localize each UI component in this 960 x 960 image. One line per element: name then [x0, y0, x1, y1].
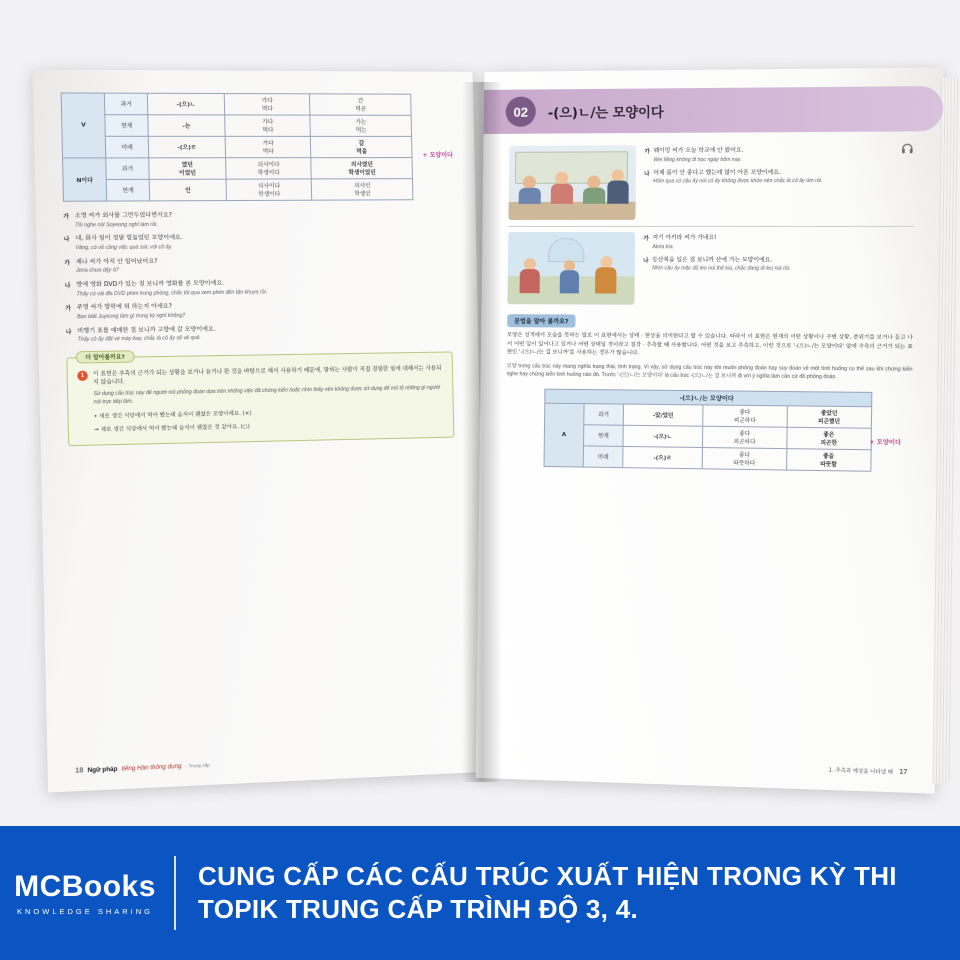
- dialogue-translation: Nhìn cậu ấy mặc đồ leo núi thế kia, chắc đang đi leo núi rồi.: [652, 265, 791, 273]
- dialogue-translation: Jena chưa dậy à?: [75, 267, 119, 275]
- street-illustration: [507, 232, 635, 305]
- form-cell: 가는 먹는: [310, 115, 411, 136]
- headphone-icon: [899, 142, 915, 157]
- ending-cell: 인: [149, 179, 226, 201]
- left-conjugation-table-wrapper: [61, 92, 453, 201]
- table-row: [63, 158, 413, 180]
- stem-cell: 의사이다 학생이다: [226, 179, 312, 201]
- dialogue-korean: 등산복을 입은 걸 보니까 산에 가는 모양이에요.: [652, 257, 773, 264]
- speaker-mark: 가: [643, 236, 649, 243]
- classroom-illustration: [508, 145, 636, 220]
- form-cell: 의사인 학생인: [312, 179, 413, 201]
- dialogue-korean: 소영 씨가 회사를 그만두었다면서요?: [74, 212, 173, 220]
- tip-box-header: 더 알아볼까요?: [76, 350, 135, 363]
- dialogue-line: [643, 256, 914, 265]
- left-page-footer: [75, 761, 210, 774]
- dialogue-line: [644, 168, 915, 178]
- ending-cell: -(으)ㄹ: [623, 447, 703, 469]
- tip-box: [66, 351, 454, 445]
- table-row: [61, 93, 411, 115]
- page-number-left: 18: [75, 767, 84, 775]
- tense-cell: 현재: [105, 115, 148, 137]
- left-conjugation-table: [61, 92, 414, 201]
- fountain-shape: [548, 238, 585, 262]
- dialogue-translation: Thấy có vài đĩa DVD phim trong phòng, chắc tôi qua xem phim đến tận khuya rồi.: [76, 288, 268, 298]
- book-right-page: [476, 67, 944, 793]
- group-cell-nida: N이다: [63, 158, 107, 201]
- ending-cell: -(으)ㄴ: [147, 93, 224, 115]
- right-conjugation-table: [544, 403, 873, 472]
- footer-title: Ngữ pháp: [87, 766, 118, 775]
- student-body: [551, 184, 573, 204]
- group-cell-a: A: [544, 403, 584, 467]
- form-cell: 간 먹은: [310, 94, 411, 115]
- stem-cell: 가다 먹다: [224, 94, 310, 116]
- promo-text: [198, 860, 897, 927]
- logo-tagline: KNOWLEDGE SHARING: [16, 907, 153, 916]
- tip-example-1: • 새로 생긴 식당에서 먹어 봤는데 음식이 괜찮은 모양이에요. (×): [93, 410, 252, 420]
- dialogue-korean: 방에 영화 DVD가 있는 걸 보니까 영화를 본 모양이에요.: [76, 280, 225, 289]
- tense-cell: 현재: [106, 179, 149, 201]
- grammar-header: 문법을 알아 볼까요?: [507, 314, 575, 327]
- speaker-mark: 나: [63, 237, 70, 244]
- unit-number: 02: [506, 97, 536, 127]
- table-row: [62, 136, 412, 158]
- footer-title-em: tiếng Hàn thông dụng: [121, 763, 182, 773]
- dialogue-2-lines: [642, 232, 914, 306]
- tip-number: 1: [77, 371, 88, 381]
- dialogue-korean: 어제 몸이 안 좋다고 했는데 많이 아픈 모양이에요.: [653, 169, 781, 177]
- tense-cell: 미래: [105, 136, 148, 158]
- person-body: [560, 270, 579, 293]
- promo-band: [0, 826, 960, 960]
- speaker-mark: 나: [65, 329, 72, 336]
- right-table-side-label: + 모양이다: [869, 439, 902, 447]
- dialogue-korean: 저기 아키라 씨가 가네요!: [652, 235, 717, 242]
- dialogue-korean: 제나 씨가 아직 안 일어났어요?: [75, 258, 158, 266]
- form-cell: 갈 먹을: [311, 136, 412, 157]
- table-row: [544, 446, 871, 472]
- dialogue-translation: Thấy cô ấy đặt vé máy bay, chắc là cô ấy sẽ về quê.: [77, 335, 202, 344]
- grammar-korean: 모양은 성격에서 모습을 뜻하는 말로 이 표현에서는 상태 · 현상을 의미한다고 할 수 있습니다. 따라서 이 표현은 현재의 어떤 상황이나 주변 상황, 분위기를 보거나 듣고 나서 어떤 일이 일어나고 있거나 어떤 상태일 것이라고 짐작 · 추측할 때 사용합니다. 어떤 것을 보고 추측하고, 이런 것으로 '-(으)ㄴ/는 모양이다' 앞에 주측의 근거가 되는 표현인 '-(으)ㄴ/는 걸 보니까'를 사용하는 경우가 많습니다.: [506, 332, 913, 357]
- speaker-mark: 가: [65, 306, 72, 313]
- open-book: [42, 72, 922, 812]
- footer-chapter-text: 1. 추측과 예상을 나타낼 때: [828, 767, 893, 776]
- table-row: [62, 115, 412, 137]
- speaker-mark: 가: [64, 260, 71, 267]
- stem-cell: 의사이다 학생이다: [225, 158, 311, 180]
- ending-cell: -(으)ㄹ: [148, 136, 225, 158]
- vertical-divider: [174, 856, 176, 930]
- form-cell: 좋은 피곤한: [786, 428, 871, 451]
- stem-cell: 가다 먹다: [225, 136, 311, 157]
- grammar-section: [507, 310, 914, 382]
- tip-translation: Sử dụng cấu trúc này để người nói phỏng đoán dựa trên những việc đã chứng kiến hoặc nhìn thấy nên không được sử dụng để mô tả những gì người nói trực tiếp làm.: [93, 384, 441, 406]
- dialogue-korean: 비행기 표를 예매한 걸 보니까 고향에 갈 모양이에요.: [77, 326, 216, 335]
- stem-cell: 가다 먹다: [224, 115, 310, 136]
- group-cell-v: V: [61, 93, 106, 158]
- form-cell: 좋았던 피곤했던: [787, 406, 872, 428]
- promo-line-1: CUNG CẤP CÁC CẤU TRÚC XUẤT HIỆN TRONG KỲ THI: [198, 860, 897, 891]
- grammar-translation: 모양 trong cấu trúc này mang nghĩa trạng thái, tình trạng. Vì vậy, sử dụng cấu trúc này khi muốn phỏng đoán hay suy đoán về một tình huống cụ thể sau khi chứng kiến nghe hay chứng kiến tình huống nào đó. Trước '-(으)ㄴ/는 모양이다' là cấu trúc -(으)ㄴ/는 걸 보니까 đi với ý nghĩa làm căn cứ đồ phỏng đoán.: [506, 362, 913, 381]
- dialogue-korean: 주영 씨가 방학에 뭐 하는지 아세요?: [76, 303, 172, 312]
- tense-cell: 과거: [104, 93, 147, 115]
- speaker-mark: 나: [644, 171, 650, 178]
- form-cell: 좋을 따뜻할: [786, 449, 871, 472]
- ending-cell: -는: [148, 115, 225, 137]
- footer-sub: - Trung cấp: [185, 762, 210, 769]
- student-body: [583, 188, 605, 204]
- ending-cell: -았/었던: [623, 404, 703, 426]
- person-body: [520, 269, 540, 293]
- left-dialogue-list: [63, 210, 452, 345]
- right-page-footer: [829, 766, 908, 776]
- dialogue-korean: 네, 회사 일이 정말 힘들었던 모양이에요.: [75, 235, 183, 243]
- speaker-mark: 가: [63, 214, 70, 221]
- tense-cell: 과거: [106, 158, 149, 180]
- hiker-body: [595, 267, 617, 293]
- stem-cell: 좋다 피곤하다: [703, 405, 787, 427]
- tip-korean: 이 표현은 추측의 근거가 되는 상황을 보거나 듣거나 한 것을 바탕으로 해서 사용하기 때문에, 말하는 사람이 직접 경험한 일에 대해서는 사용되지 않습니다.: [92, 365, 442, 387]
- divider: [508, 226, 914, 227]
- dialogue-1-lines: [644, 144, 916, 220]
- right-conjugation-table-wrapper: [505, 389, 912, 473]
- stem-cell: 좋다 피곤하다: [703, 426, 787, 448]
- table-row: [63, 179, 413, 202]
- tense-cell: 현재: [584, 425, 624, 447]
- book-left-page: [33, 70, 489, 793]
- dialogue-translation: Bạn biết Juyeong làm gì trong kỳ nghỉ không?: [76, 312, 186, 321]
- dialogue-translation: Akira kìa.: [652, 243, 675, 250]
- mcbooks-logo: [0, 870, 170, 916]
- page-number-right: 17: [899, 768, 908, 777]
- dialogue-block-1: [508, 144, 915, 220]
- promo-line-2: TOPIK TRUNG CẤP TRÌNH ĐỘ 3, 4.: [198, 894, 638, 924]
- ending-cell: 였던 이었던: [149, 158, 226, 180]
- left-table-side-label: + 모양이다: [422, 151, 453, 160]
- dialogue-korean: 웨이밍 씨가 오늘 학교에 안 왔어요.: [653, 147, 744, 155]
- dialogue-translation: Vâng, có vẻ công việc quá sức với cô ấy.: [75, 244, 173, 252]
- speaker-mark: 나: [642, 258, 649, 265]
- desk-shape: [508, 202, 635, 220]
- speaker-mark: 가: [644, 149, 650, 156]
- student-body: [519, 188, 541, 204]
- unit-title: -(으)ㄴ/는 모양이다: [547, 105, 664, 122]
- dialogue-block-2: [507, 232, 914, 306]
- dialogue-translation: Wei Ming không đi học ngày hôm nay.: [653, 156, 742, 163]
- dialogue-line: [643, 234, 914, 243]
- speaker-mark: 나: [64, 283, 71, 290]
- stem-cell: 좋다 따뜻하다: [702, 448, 786, 471]
- form-cell: 의사였던 학생이었던: [311, 158, 412, 179]
- dialogue-translation: Tôi nghe nói Soyeong nghỉ làm rồi.: [75, 221, 158, 229]
- dialogue-line: [644, 146, 915, 156]
- tip-example-2: → 새로 생긴 식당에서 먹어 봤는데 음식이 괜찮은 것 같아요. (○): [94, 424, 250, 434]
- ending-cell: -(으)ㄴ: [623, 426, 703, 448]
- unit-banner: [484, 86, 944, 134]
- teacher-body: [607, 181, 629, 204]
- right-table-title: -(으)ㄴ/는 모양이다: [544, 389, 872, 407]
- tense-cell: 과거: [584, 404, 624, 426]
- logo-wordmark: MCBooks: [14, 870, 156, 903]
- dialogue-translation: Hôm qua có cậu ấy nói có ấy không được khỏe nên chắc là cô ấy ốm rồi.: [653, 178, 823, 185]
- tense-cell: 미래: [583, 446, 623, 468]
